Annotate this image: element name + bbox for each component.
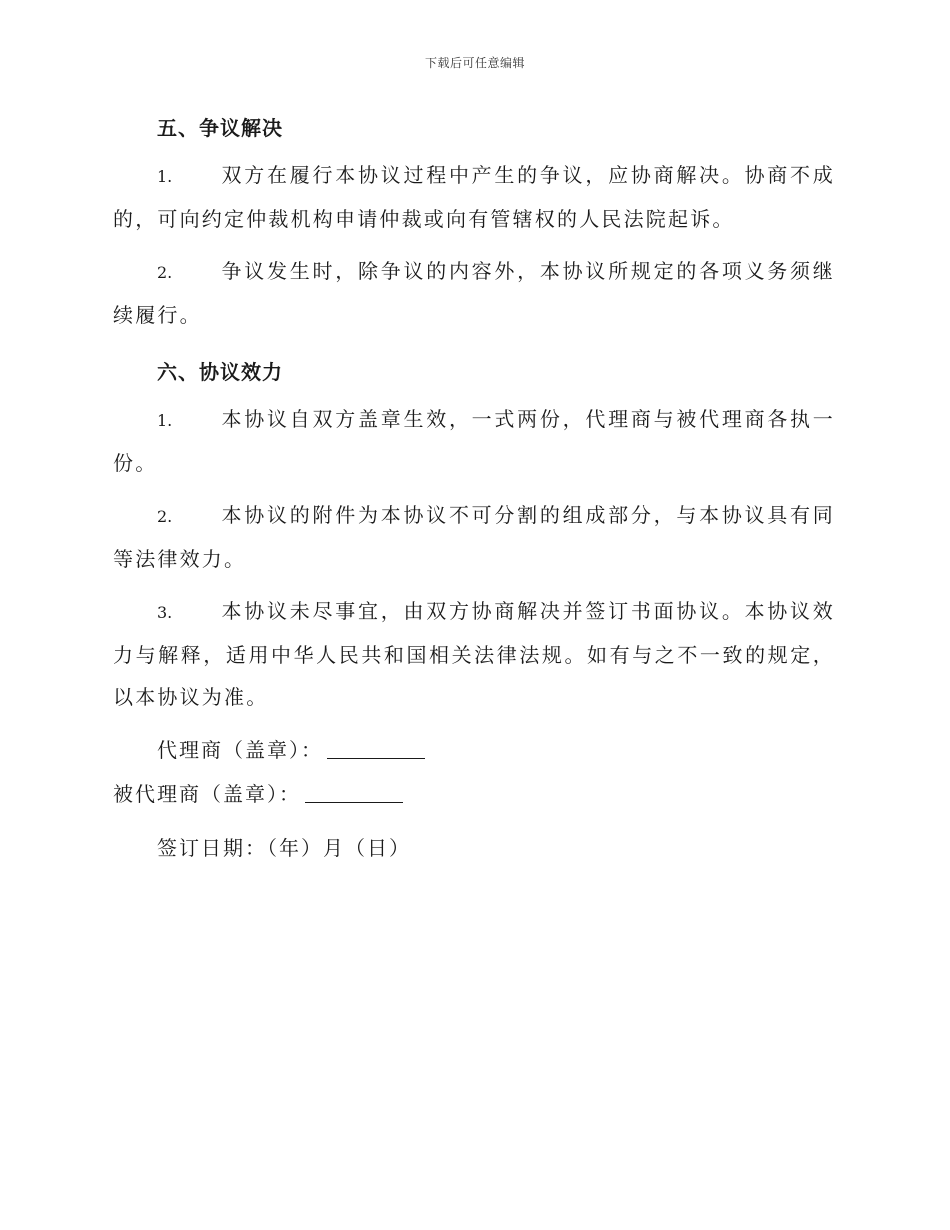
section-5-item-1 — [113, 154, 835, 240]
section-6-item-2 — [113, 494, 835, 580]
principal-signature-label: 被代理商（盖章）： — [113, 782, 301, 806]
page-header: 下载后可任意编辑 — [424, 56, 525, 70]
section-6-item-3 — [113, 590, 835, 718]
item-number: 3. — [157, 603, 173, 622]
principal-signature-line — [113, 772, 835, 816]
agent-signature-blank — [327, 740, 425, 759]
agent-signature-line — [157, 728, 835, 772]
item-number: 2. — [157, 263, 173, 282]
item-text: 本协议的附件为本协议不可分割的组成部分，与本协议具有同等法律效力。 — [113, 503, 835, 571]
section-5-title: 五、争议解决 — [157, 116, 283, 140]
section-6-title: 六、协议效力 — [157, 360, 283, 384]
item-number: 1. — [157, 411, 173, 430]
item-text: 本协议自双方盖章生效，一式两份，代理商与被代理商各执一份。 — [113, 407, 835, 475]
item-number: 1. — [157, 167, 173, 186]
agent-signature-label: 代理商（盖章）： — [157, 738, 323, 762]
principal-signature-blank — [305, 784, 403, 803]
sign-date-line: 签订日期：（年）月（日） — [157, 836, 411, 860]
item-text: 双方在履行本协议过程中产生的争议，应协商解决。协商不成的，可向约定仲裁机构申请仲裁或向有管辖权的人民法院起诉。 — [113, 163, 835, 231]
section-6-item-1 — [113, 398, 835, 484]
item-text: 争议发生时，除争议的内容外，本协议所规定的各项义务须继续履行。 — [113, 259, 835, 327]
document-body — [113, 112, 835, 870]
item-text: 本协议未尽事宜，由双方协商解决并签订书面协议。本协议效力与解释，适用中华人民共和国相关法律法规。如有与之不一致的规定，以本协议为准。 — [113, 599, 835, 709]
section-5-item-2 — [113, 250, 835, 336]
item-number: 2. — [157, 507, 173, 526]
